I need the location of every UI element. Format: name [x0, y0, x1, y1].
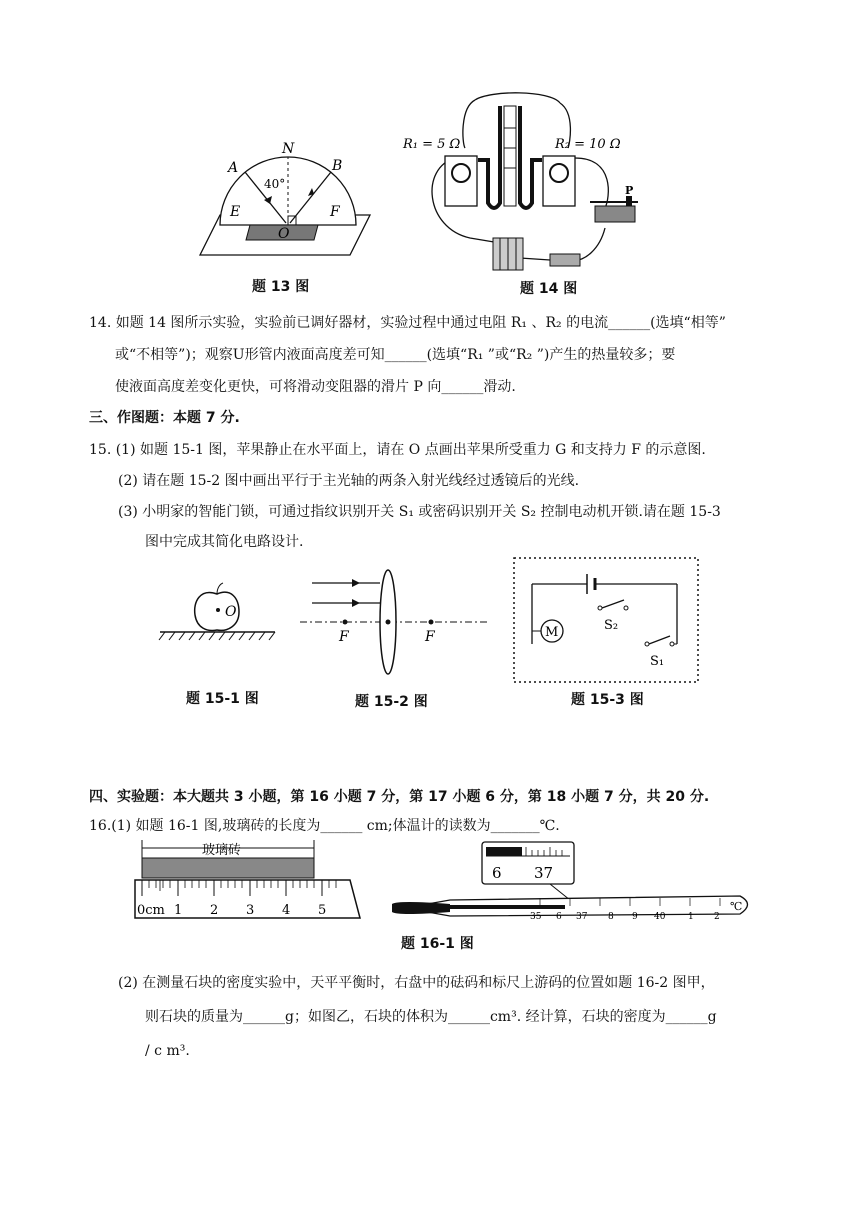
thermo-tick-37: 37	[576, 912, 588, 922]
thermo-tick-2: 2	[714, 912, 720, 922]
figure-15-1	[155, 580, 280, 650]
q15-line1: 15. (1) 如题 15-1 图，苹果静止在水平面上，请在 O 点画出苹果所受重力 G 和支持力 F 的示意图.	[89, 442, 706, 458]
fig13-caption: 题 13 图	[252, 279, 310, 295]
thermo-tick-40: 40	[654, 912, 666, 922]
q16-line1: 16.(1) 如题 16-1 图,玻璃砖的长度为______ cm;体温计的读数为_______℃.	[89, 818, 560, 834]
ruler-tick-1: 1	[174, 903, 183, 918]
q16-line3: 则石块的质量为______g；如图乙，石块的体积为______cm³. 经计算，石块的密度为______g	[145, 1009, 717, 1025]
thermo-tick-6: 6	[556, 912, 562, 922]
fig16-1-caption: 题 16-1 图	[401, 936, 474, 952]
fig15-1-caption: 题 15-1 图	[186, 691, 259, 707]
figure-16-1-drawing	[130, 838, 760, 923]
fig14-r2: R₂ = 10 Ω	[555, 137, 621, 152]
figure-15-2	[300, 565, 490, 685]
figure-14	[400, 88, 640, 278]
fig14-r1: R₁ = 5 Ω	[403, 137, 461, 152]
thermo-tick-35: 35	[530, 912, 542, 922]
fig15-3-caption: 题 15-3 图	[571, 692, 644, 708]
ruler-tick-0: 0cm	[137, 903, 165, 918]
q15-line4: 图中完成其简化电路设计.	[145, 534, 304, 550]
fig14-caption: 题 14 图	[520, 281, 578, 297]
fig15-3-s1: S₁	[650, 654, 665, 669]
fig13-label-A: A	[228, 160, 239, 176]
fig13-label-F: F	[330, 204, 340, 220]
ruler-tick-2: 2	[210, 903, 219, 918]
q16-line2: (2) 在测量石块的密度实验中，天平平衡时，右盘中的砝码和标尺上游码的位置如题 16-2 图甲，	[118, 975, 715, 991]
fig15-3-motor: M	[545, 625, 559, 640]
q14-line2: 或“不相等”)；观察U形管内液面高度差可知______(选填“R₁ ”或“R₂ ”)产生的热量较多；要	[115, 347, 676, 363]
thermo-tick-8: 8	[608, 912, 614, 922]
zoom-left: 6	[492, 864, 502, 882]
figure-16-1	[130, 838, 760, 923]
ruler-tick-4: 4	[282, 903, 291, 918]
fig14-p: P	[625, 184, 634, 197]
fig13-label-B: B	[332, 158, 343, 174]
figure-15-2-drawing	[300, 565, 490, 685]
fig13-angle: 40°	[264, 177, 286, 191]
ruler-tick-3: 3	[246, 903, 255, 918]
section3-heading: 三、作图题：本题 7 分.	[89, 410, 240, 426]
q15-line3: (3) 小明家的智能门锁，可通过指纹识别开关 S₁ 或密码识别开关 S₂ 控制电动机开锁.请在题 15-3	[118, 504, 721, 520]
fig15-1-label-O: O	[225, 604, 237, 620]
figure-15-3-drawing	[512, 556, 702, 686]
figure-13	[190, 130, 390, 300]
fig16-1-glass-label: 玻璃砖	[202, 843, 242, 858]
fig15-2-label-F1: F	[339, 629, 349, 645]
zoom-right: 37	[534, 864, 554, 882]
q16-line4: / c m³.	[145, 1043, 190, 1059]
q14-line3: 使液面高度差变化更快，可将滑动变阻器的滑片 P 向______滑动.	[115, 379, 516, 395]
figure-15-3	[512, 556, 702, 686]
ruler-tick-5: 5	[318, 903, 327, 918]
figure-14-drawing	[400, 88, 640, 278]
fig15-2-label-F2: F	[425, 629, 435, 645]
figure-15-1-drawing	[155, 580, 280, 650]
fig15-3-s2: S₂	[604, 618, 619, 633]
fig13-label-O: O	[278, 226, 290, 242]
thermo-tick-9: 9	[632, 912, 638, 922]
fig13-label-N: N	[282, 141, 295, 157]
thermo-unit: ℃	[730, 900, 743, 913]
section4-heading: 四、实验题：本大题共 3 小题，第 16 小题 7 分，第 17 小题 6 分，第 18 小题 7 分，共 20 分.	[89, 789, 710, 805]
q15-line2: (2) 请在题 15-2 图中画出平行于主光轴的两条入射光线经过透镜后的光线.	[118, 473, 580, 489]
q14-line1: 14. 如题 14 图所示实验，实验前已调好器材，实验过程中通过电阻 R₁ 、R₂ 的电流______(选填“相等”	[89, 315, 726, 331]
thermo-tick-1: 1	[688, 912, 694, 922]
figure-13-drawing	[190, 130, 390, 300]
fig13-label-E: E	[230, 204, 241, 220]
fig15-2-caption: 题 15-2 图	[355, 694, 428, 710]
